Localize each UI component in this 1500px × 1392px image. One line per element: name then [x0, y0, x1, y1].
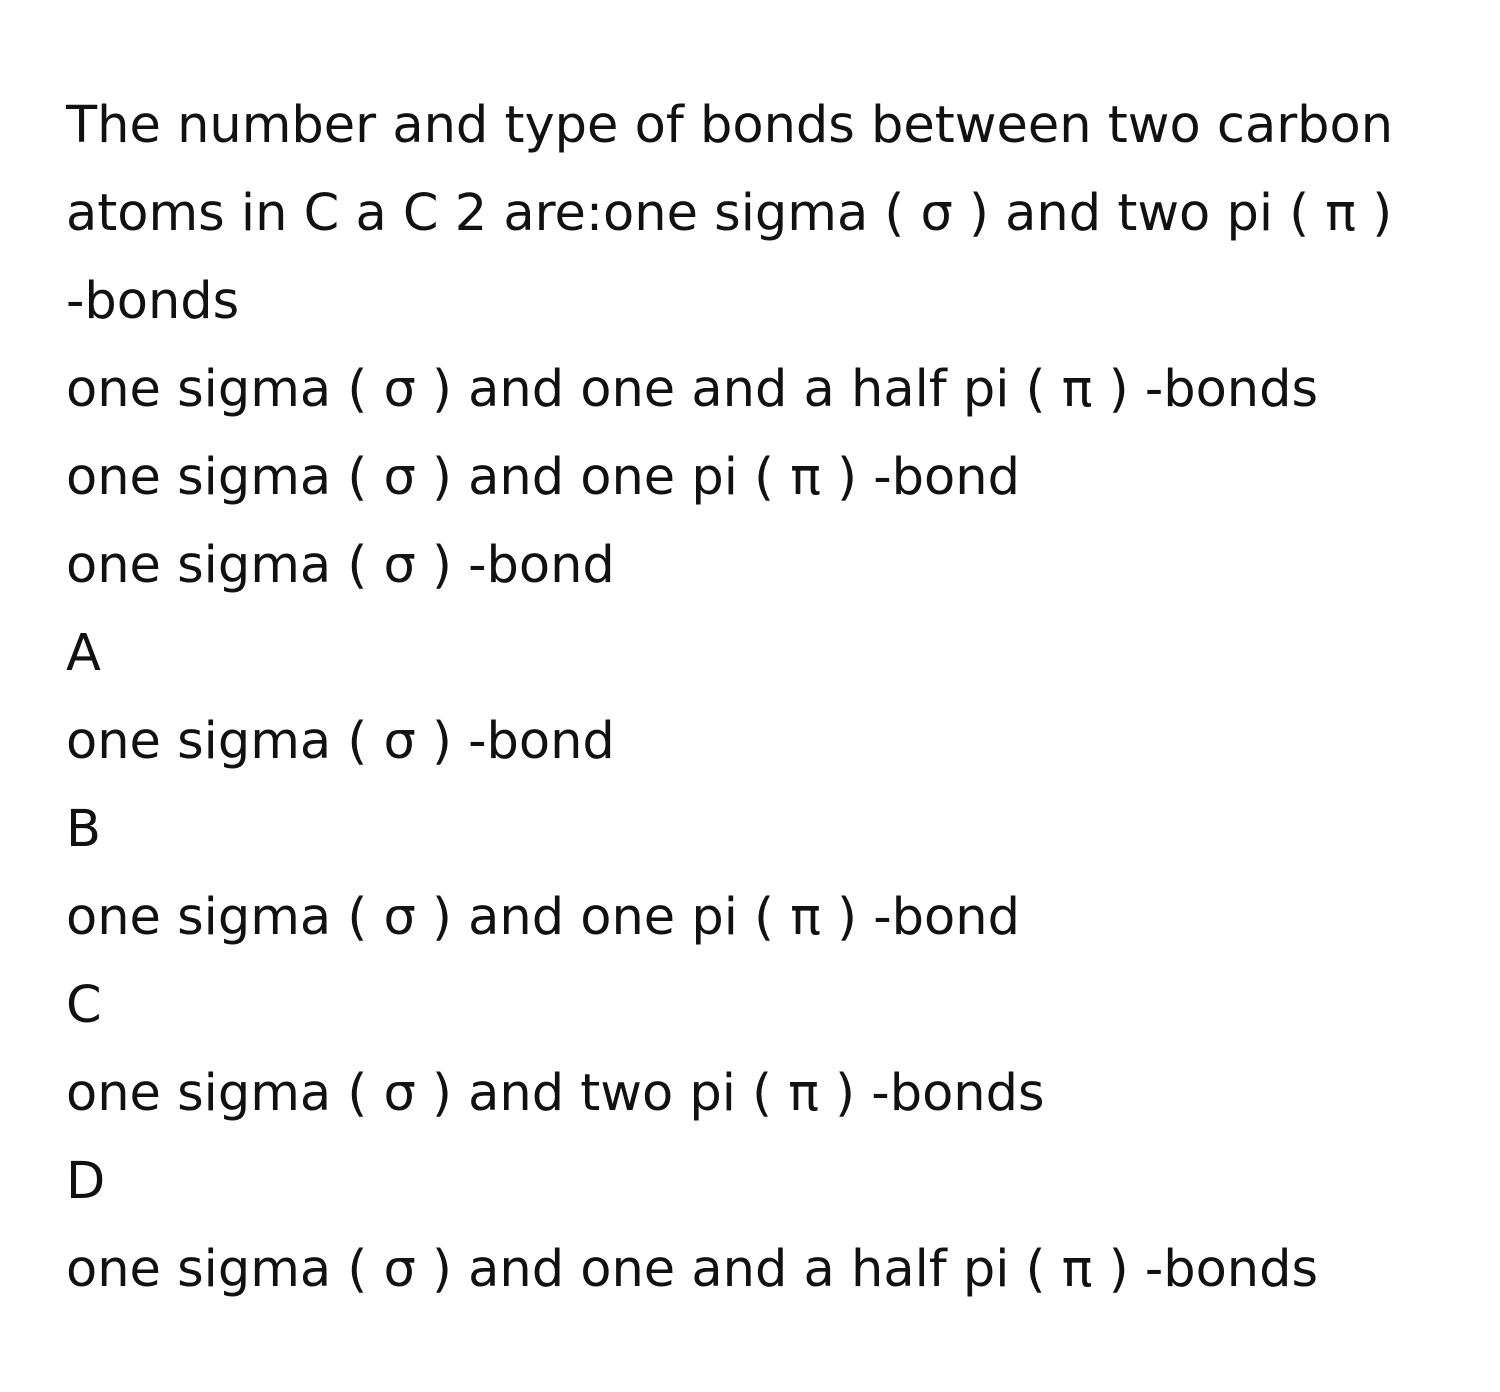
option-a-letter: A	[66, 624, 101, 683]
question-line-3: -bonds	[66, 272, 240, 331]
listed-choice-3: one sigma ( σ ) -bond	[66, 536, 615, 595]
option-d-letter: D	[66, 1152, 106, 1211]
option-b-letter: B	[66, 800, 101, 859]
option-a-text[interactable]: one sigma ( σ ) -bond	[66, 712, 615, 771]
question-line-2: atoms in C a C 2 are:one sigma ( σ ) and two pi ( π )	[66, 184, 1393, 243]
option-b-text[interactable]: one sigma ( σ ) and one pi ( π ) -bond	[66, 888, 1020, 947]
question-line-1: The number and type of bonds between two carbon	[66, 96, 1394, 155]
listed-choice-1: one sigma ( σ ) and one and a half pi ( π ) -bonds	[66, 360, 1319, 419]
listed-choice-2: one sigma ( σ ) and one pi ( π ) -bond	[66, 448, 1020, 507]
option-c-letter: C	[66, 976, 102, 1035]
question-document	[66, 82, 1466, 1314]
option-c-text[interactable]: one sigma ( σ ) and two pi ( π ) -bonds	[66, 1064, 1045, 1123]
option-d-text[interactable]: one sigma ( σ ) and one and a half pi ( π ) -bonds	[66, 1240, 1319, 1299]
